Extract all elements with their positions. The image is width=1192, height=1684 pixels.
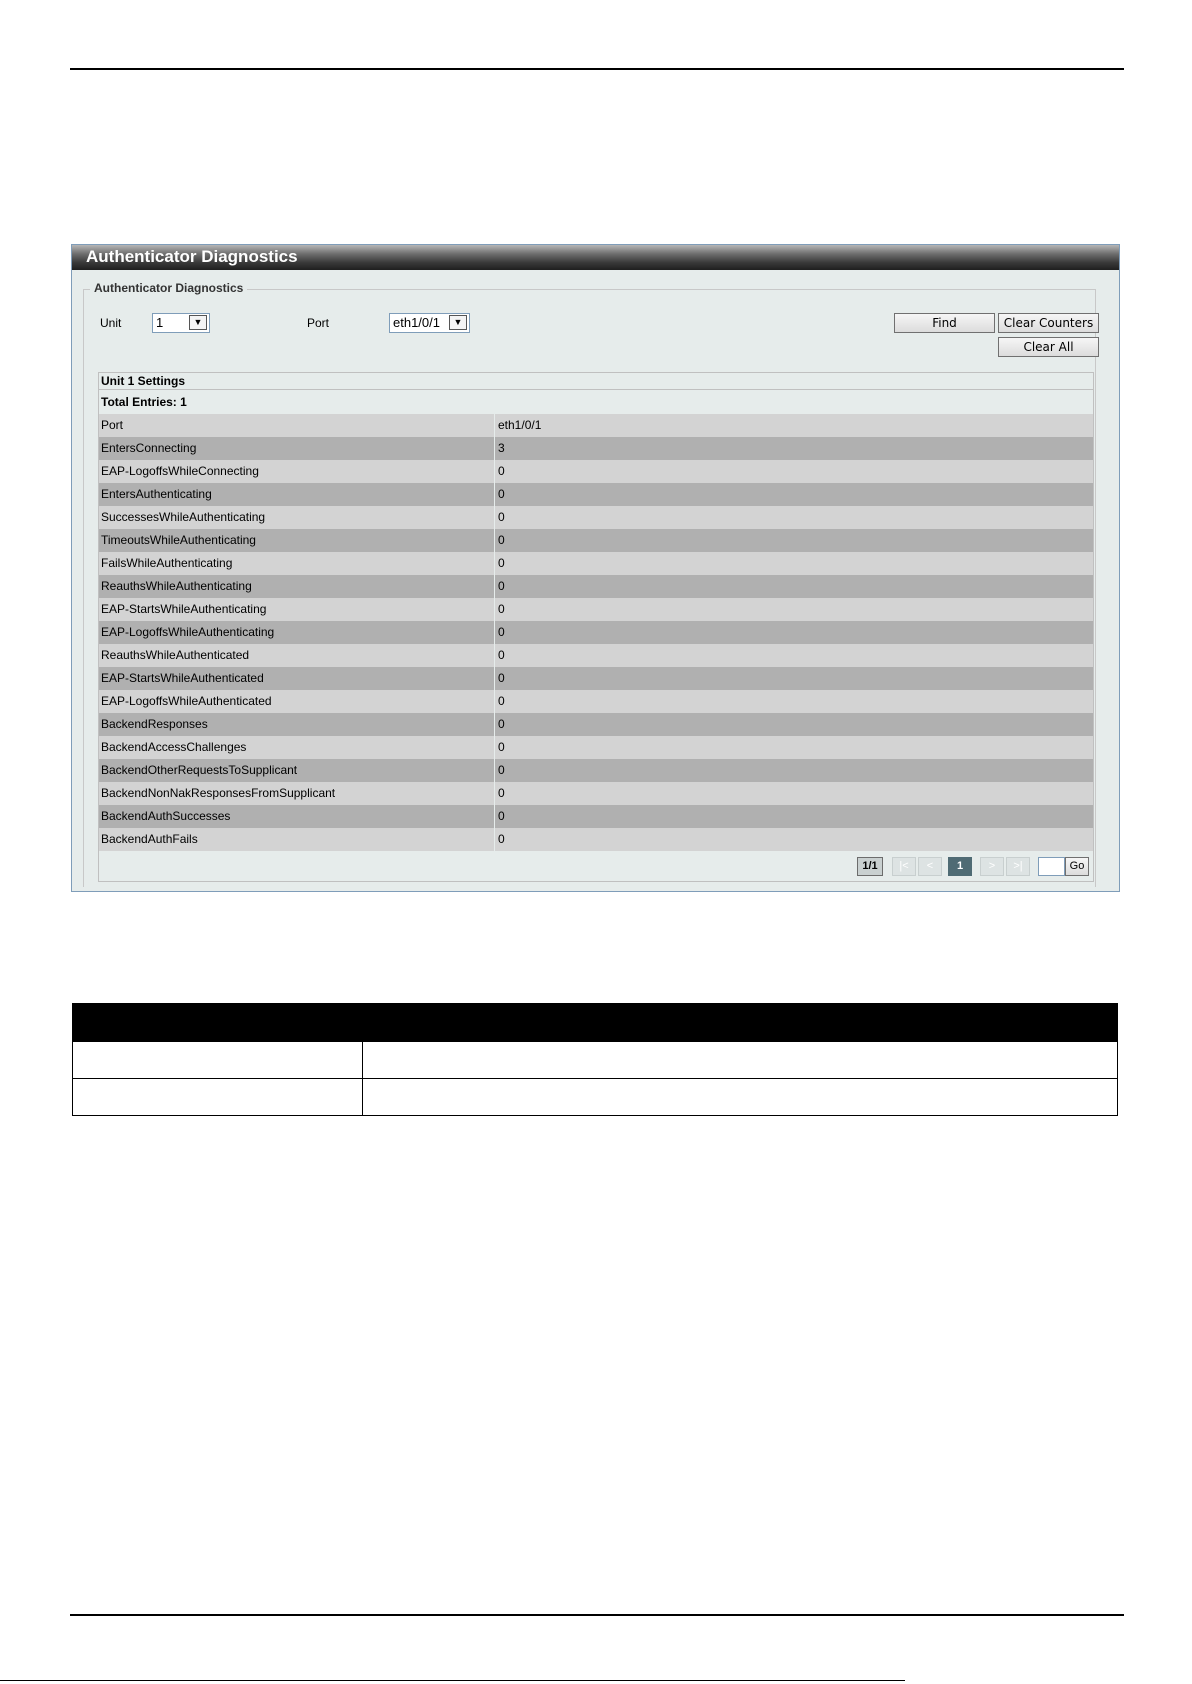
counter-name: Port	[99, 414, 495, 437]
clear-counters-button[interactable]: Clear Counters	[998, 313, 1099, 333]
counter-name: SuccessesWhileAuthenticating	[99, 506, 495, 529]
counter-name: EAP-LogoffsWhileAuthenticated	[99, 690, 495, 713]
counter-name: EAP-LogoffsWhileConnecting	[99, 460, 495, 483]
counter-name: EAP-LogoffsWhileAuthenticating	[99, 621, 495, 644]
diagnostics-table	[98, 372, 1094, 882]
table-body	[99, 414, 1093, 851]
current-page-button[interactable]: 1	[948, 857, 972, 876]
fieldset-legend: Authenticator Diagnostics	[90, 281, 247, 295]
port-label: Port	[307, 316, 330, 330]
counter-value: 0	[498, 625, 505, 639]
counter-name: FailsWhileAuthenticating	[99, 552, 495, 575]
port-select[interactable]	[389, 313, 470, 333]
header-cell	[73, 1004, 363, 1042]
table-row	[99, 828, 1093, 851]
port-select-value: eth1/0/1	[393, 315, 440, 330]
counter-value: 0	[498, 694, 505, 708]
table-cell	[73, 1042, 363, 1079]
counter-name: BackendNonNakResponsesFromSupplicant	[99, 782, 495, 805]
counter-value: 0	[498, 740, 505, 754]
table-row	[99, 805, 1093, 828]
next-page-button[interactable]: >	[980, 857, 1004, 876]
counter-value: 0	[498, 533, 505, 547]
counter-value: 0	[498, 487, 505, 501]
pagination	[99, 851, 1093, 881]
table-row	[99, 782, 1093, 805]
counter-name: EntersAuthenticating	[99, 483, 495, 506]
counter-value: 0	[498, 464, 505, 478]
page-count: 1/1	[857, 857, 883, 876]
counter-name: BackendAuthSuccesses	[99, 805, 495, 828]
table-row	[73, 1042, 1118, 1079]
table-cell	[363, 1042, 1118, 1079]
table-row	[99, 575, 1093, 598]
table-row	[99, 506, 1093, 529]
counter-value: eth1/0/1	[498, 418, 542, 432]
counter-value: 0	[498, 602, 505, 616]
counter-value: 3	[498, 441, 505, 455]
table-row	[99, 460, 1093, 483]
counter-value: 0	[498, 763, 505, 777]
window-title: Authenticator Diagnostics	[72, 245, 1119, 270]
unit-label: Unit	[100, 316, 122, 330]
counter-name: ReauthsWhileAuthenticating	[99, 575, 495, 598]
page-number-input[interactable]	[1038, 857, 1065, 876]
table-row	[99, 713, 1093, 736]
header-cell	[363, 1004, 1118, 1042]
counter-name: BackendAuthFails	[99, 828, 495, 851]
table-row	[99, 552, 1093, 575]
counter-value: 0	[498, 671, 505, 685]
table-row	[99, 667, 1093, 690]
counter-value: 0	[498, 556, 505, 570]
counter-value: 0	[498, 648, 505, 662]
counter-value: 0	[498, 809, 505, 823]
table-row	[73, 1079, 1118, 1116]
table-cell	[73, 1079, 363, 1116]
table-caption: Unit 1 Settings	[99, 373, 1093, 390]
chevron-down-icon[interactable]: ▼	[189, 315, 207, 330]
table-row	[99, 483, 1093, 506]
counter-value: 0	[498, 717, 505, 731]
table-header-row	[73, 1004, 1118, 1042]
unit-select-value: 1	[156, 315, 164, 330]
counter-value: 0	[498, 786, 505, 800]
table-row	[99, 414, 1093, 437]
find-button[interactable]: Find	[894, 313, 995, 333]
counter-name: BackendResponses	[99, 713, 495, 736]
counter-name: ReauthsWhileAuthenticated	[99, 644, 495, 667]
counter-value: 0	[498, 510, 505, 524]
total-entries: Total Entries: 1	[101, 395, 187, 409]
page-bottom-rule	[70, 1614, 1124, 1616]
table-row	[99, 621, 1093, 644]
page-top-rule	[70, 68, 1124, 70]
table-row	[99, 598, 1093, 621]
parameter-description-table	[72, 1003, 1118, 1116]
table-row	[99, 644, 1093, 667]
go-button[interactable]: Go	[1065, 857, 1089, 876]
clear-all-button[interactable]: Clear All	[998, 337, 1099, 357]
table-row	[99, 690, 1093, 713]
footer-rule	[0, 1680, 905, 1681]
counter-name: EntersConnecting	[99, 437, 495, 460]
table-row	[99, 529, 1093, 552]
counter-name: TimeoutsWhileAuthenticating	[99, 529, 495, 552]
chevron-down-icon[interactable]: ▼	[449, 315, 467, 330]
counter-value: 0	[498, 579, 505, 593]
table-cell	[363, 1079, 1118, 1116]
prev-page-button[interactable]: <	[918, 857, 942, 876]
counter-name: BackendAccessChallenges	[99, 736, 495, 759]
last-page-button[interactable]: >|	[1006, 857, 1030, 876]
counter-name: EAP-StartsWhileAuthenticating	[99, 598, 495, 621]
table-row	[99, 759, 1093, 782]
table-row	[99, 437, 1093, 460]
counter-name: EAP-StartsWhileAuthenticated	[99, 667, 495, 690]
unit-select[interactable]	[152, 313, 210, 333]
counter-value: 0	[498, 832, 505, 846]
first-page-button[interactable]: |<	[892, 857, 916, 876]
counter-name: BackendOtherRequestsToSupplicant	[99, 759, 495, 782]
table-row	[99, 736, 1093, 759]
